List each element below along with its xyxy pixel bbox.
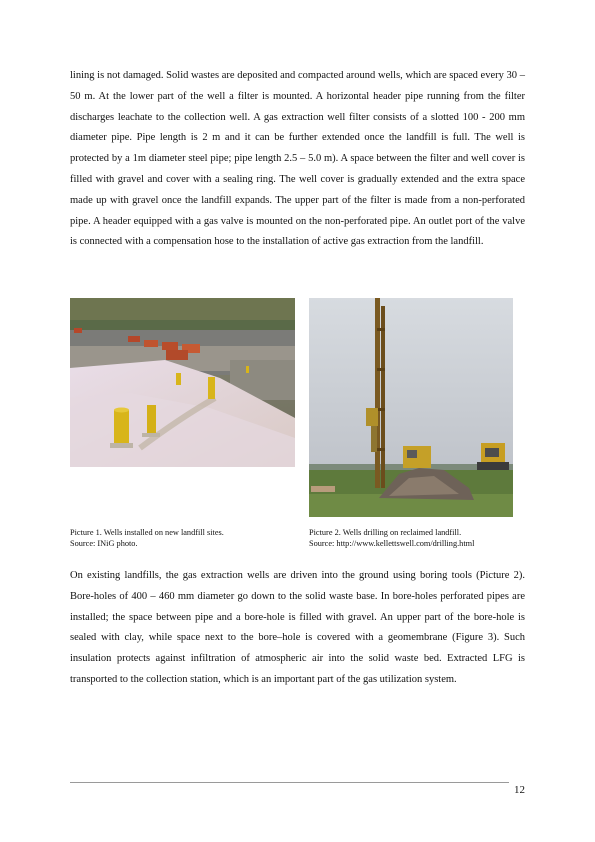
page-number: 12 [514, 784, 525, 796]
drilling-rig-photo [309, 298, 513, 517]
landfill-wells-photo [70, 298, 295, 467]
figure-title-2: Picture 2. Wells drilling on reclaimed landfill. [309, 528, 462, 537]
footer-divider [70, 782, 509, 783]
figure-source-1: Source: INiG photo. [70, 539, 138, 548]
body-paragraph-1: lining is not damaged. Solid wastes are deposited and compacted around wells, which are spaced every 30 – 50 m. At the lower part of the well a filter is mounted. A horizontal header pipe running from the filter discharges leachate to the collection well. A gas extraction well filter consists of a slotted 100 - 200 mm diameter pipe. Pipe length is 2 m and it can be further extended once the landfill is full. The well is protected by a 1m diameter steel pipe; pipe length 2.5 – 5.0 m). A space between the filter and well cover is filled with gravel and cover with a sealing ring. The well cover is gradually extended and the extra space made up with gravel once the landfill expands. The upper part of the filter is made from a non-perforated pipe. A header equipped with a gas valve is mounted on the non-perforated pipe. An outlet port of the valve is connected with a compensation hose to the installation of active gas extraction from the landfill. [70, 70, 525, 248]
figure-caption-2 [309, 527, 529, 549]
figure-source-2: Source: http://www.kellettswell.com/drilling.html [309, 539, 475, 548]
figure-caption-1 [70, 527, 300, 549]
body-paragraph-2: On existing landfills, the gas extraction wells are driven into the ground using boring tools (Picture 2). Bore-holes of 400 – 460 mm diameter go down to the solid waste base. In bore-holes perforated pipes are installed; the space between pipe and a bore-hole is filled with gravel. An upper part of the bore-hole is sealed with clay, while space next to the bore–hole is covered with a geomembrane (Figure 3). Such insulation protects against infiltration of atmospheric air into the solid waste bed. Extracted LFG is transported to the collection station, which is an important part of the gas utilization system. [70, 570, 525, 685]
figure-title-1: Picture 1. Wells installed on new landfill sites. [70, 528, 224, 537]
